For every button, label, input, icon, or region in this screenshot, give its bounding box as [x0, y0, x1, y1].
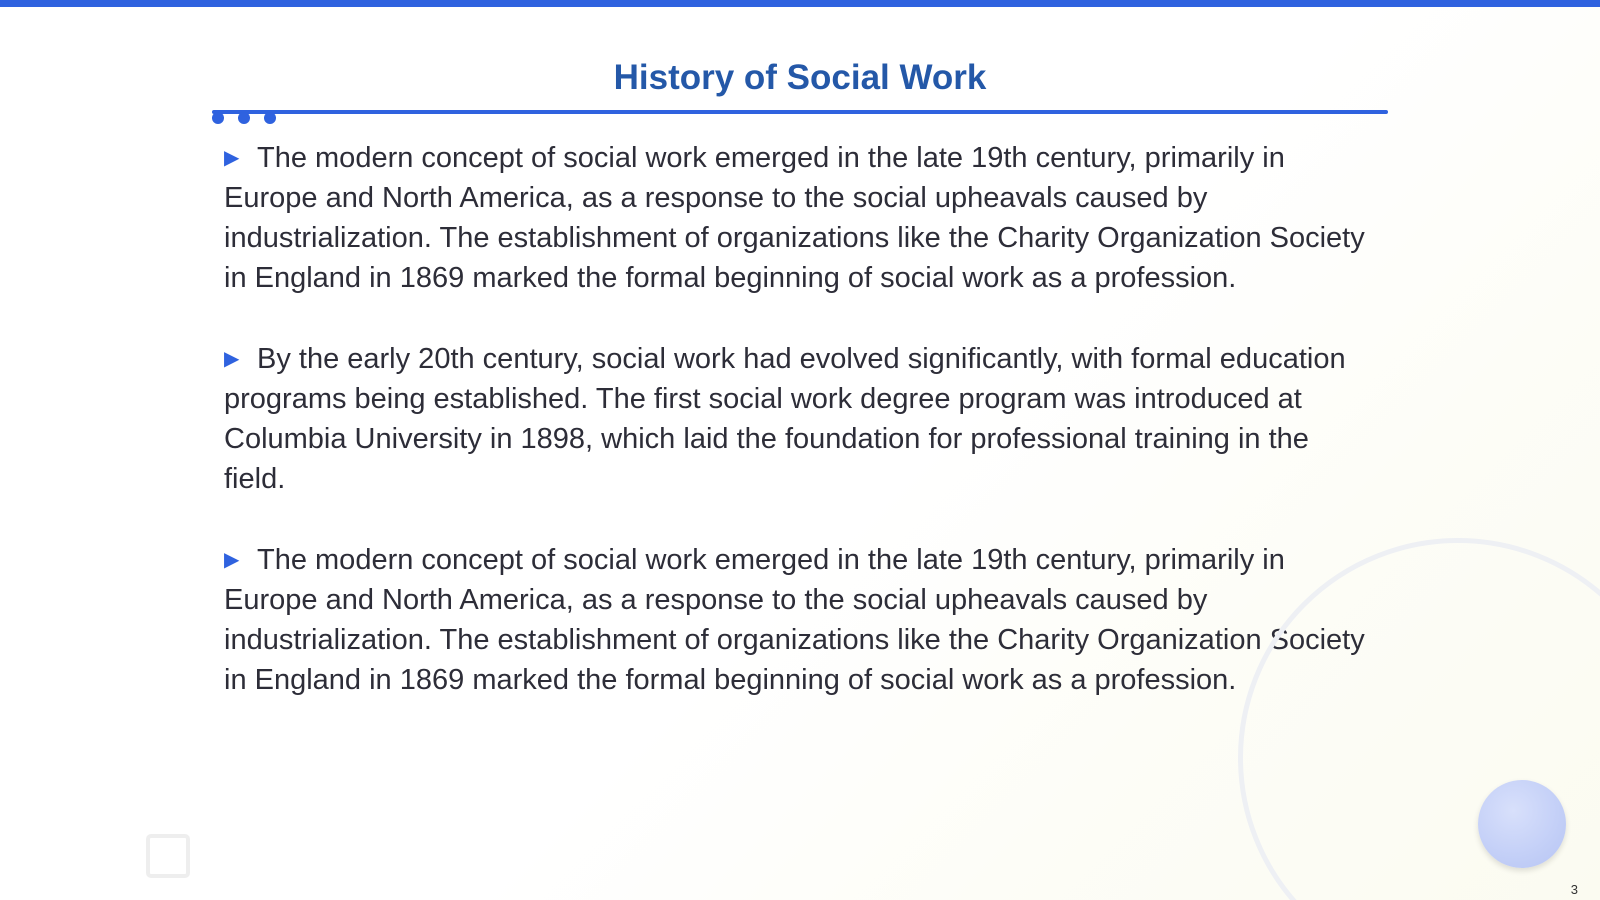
bullet-text: The modern concept of social work emerged in the late 19th century, primarily in Europe and North America, as a response to the social upheavals caused by industrialization. The establishment of organizations like the Charity Organization Society in England in 1869 marked the formal beginning of social work as a profession.: [224, 142, 1365, 294]
decorative-circle: [1478, 780, 1566, 868]
triangle-right-icon: ▶: [224, 549, 240, 571]
bullet-paragraph: [224, 138, 1374, 298]
title-underline: [212, 110, 1388, 114]
bullet-text: The modern concept of social work emerged in the late 19th century, primarily in Europe and North America, as a response to the social upheavals caused by industrialization. The establishment of organizations like the Charity Organization Society in England in 1869 marked the formal beginning of social work as a profession.: [224, 544, 1365, 696]
bullet-paragraph: [224, 540, 1374, 700]
bullet-text: By the early 20th century, social work had evolved significantly, with formal education programs being established. The first social work degree program was introduced at Columbia University in 1898, which laid the foundation for professional training in the field.: [224, 343, 1346, 495]
triangle-right-icon: ▶: [224, 147, 240, 169]
triangle-right-icon: ▶: [224, 348, 240, 370]
underline-dot: [264, 112, 276, 124]
bullet-paragraph: [224, 339, 1374, 499]
decorative-square: [146, 834, 190, 878]
underline-dot: [212, 112, 224, 124]
top-accent-bar: [0, 0, 1600, 7]
bullet-list: [224, 138, 1374, 741]
underline-dot: [238, 112, 250, 124]
page-number: 3: [1570, 882, 1578, 897]
slide-title: History of Social Work: [613, 58, 987, 97]
